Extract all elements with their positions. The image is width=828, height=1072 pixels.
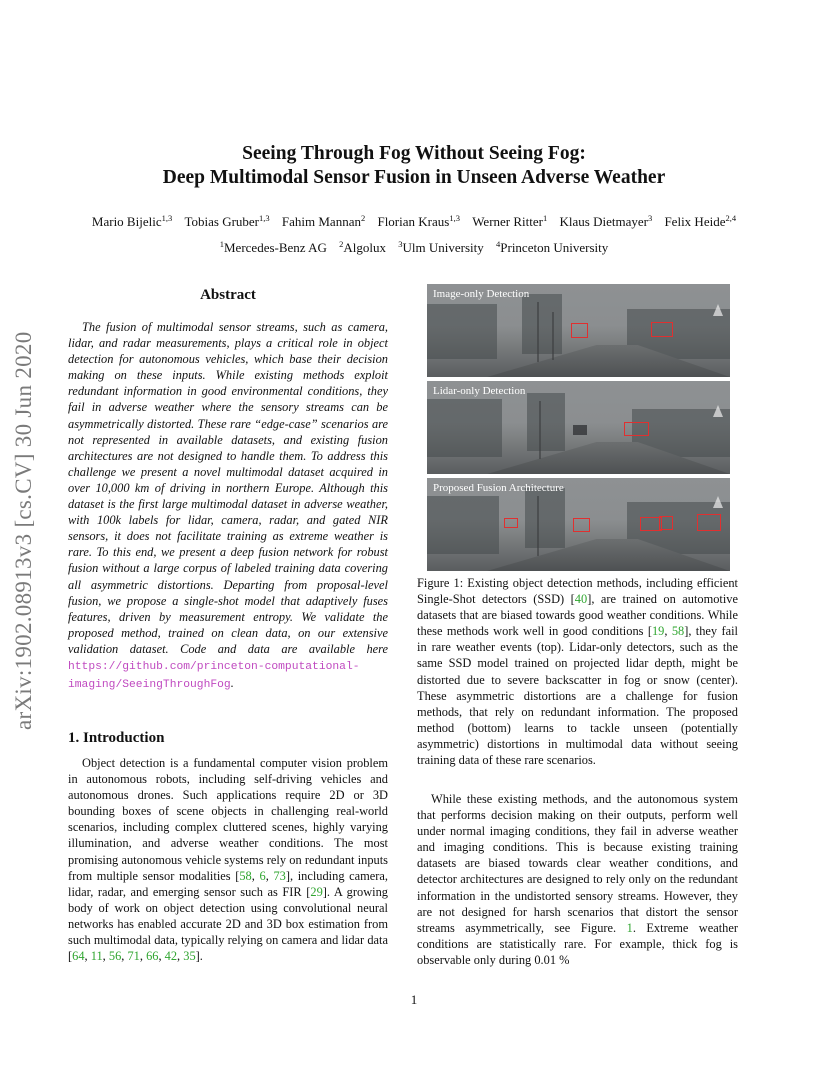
panel-label: Lidar-only Detection <box>433 385 526 397</box>
citation-link[interactable]: 56 <box>108 949 122 964</box>
detection-box <box>573 518 590 532</box>
affiliation: $^2$Algolux <box>339 239 387 255</box>
citation-link[interactable]: 11 <box>90 949 103 964</box>
detection-box <box>659 516 673 530</box>
author: Fahim Mannan$^2$ <box>281 213 366 229</box>
citation-link[interactable]: 19 <box>651 624 665 639</box>
panel-label: Proposed Fusion Architecture <box>433 482 564 494</box>
author: Werner Ritter$^1$ <box>472 213 548 229</box>
detection-box <box>697 514 721 531</box>
author-list <box>0 213 828 230</box>
paper-title-line-1: Seeing Through Fog Without Seeing Fog: <box>242 143 586 164</box>
citation-link[interactable]: 58 <box>671 624 685 639</box>
affiliation-list <box>0 239 828 256</box>
figure-reference-link[interactable]: 1 <box>626 920 633 935</box>
panel-label: Image-only Detection <box>433 288 530 300</box>
abstract-heading: Abstract <box>200 287 256 303</box>
arxiv-identifier: arXiv:1902.08913v3 [cs.CV] 30 Jun 2020 <box>11 331 36 730</box>
citation-link[interactable]: 73 <box>273 868 286 883</box>
citation-link[interactable]: 40 <box>574 592 588 607</box>
detection-box <box>651 322 673 337</box>
figure-panel-lidar-only <box>427 381 730 474</box>
author: Mario Bijelic$^{1,3}$ <box>91 213 173 229</box>
citation-link[interactable]: 58 <box>239 868 252 883</box>
introduction-body: Object detection is a fundamental computer vision problem in autonomous robots, including self-driving vehicles and autonomous drones. Such applications require 2D or 3D bounding boxes of scene objects in challenging real-world scenarios, including complex cluttered scenes, highly varying illumination, and adverse weather conditions. The most promising autonomous vehicle systems rely on redundant inputs from multiple sensor modalities [58, 6, 73], including camera, lidar, radar, and emerging sensor such as FIR [29]. A growing body of work on object detection using convolutional neural networks has enabled accurate 2D and 3D box estimation from such multimodal data, typically relying on camera and lidar data [64, 11, 56, 71, 66, 42, 35]. <box>68 756 389 964</box>
introduction-heading: 1. Introduction <box>68 730 165 746</box>
citation-link[interactable]: 6 <box>259 868 266 883</box>
citation-link[interactable]: 35 <box>183 949 196 964</box>
arxiv-stamp <box>0 290 48 730</box>
affiliation: $^1$Mercedes-Benz AG <box>219 239 327 255</box>
author: Klaus Dietmayer$^3$ <box>559 213 653 229</box>
right-column-paragraph: While these existing methods, and the autonomous system that performs decision making on their outputs, perform well under normal imaging conditions, they fail in adverse weather and imaging conditions. This is because existing training datasets are biased towards clear weather conditions, and detector architectures are designed to rely only on the redundant information in the undistorted sensory streams. However, they are not designed for harsh scenarios that distort the sensor streams asymmetrically, see Figure. 1. Extreme weather conditions are statistically rare. For example, thick fog is observable only during 0.01 % <box>417 792 738 967</box>
citation-link[interactable]: 29 <box>310 884 323 899</box>
code-url-link[interactable]: https://github.com/princeton-computational-imaging/SeeingThroughFog <box>68 660 360 692</box>
page-number: 1 <box>410 992 418 1007</box>
citation-link[interactable]: 42 <box>164 949 178 964</box>
abstract-body: The fusion of multimodal sensor streams, such as camera, lidar, and radar measurements, plays a critical role in object detection for autonomous vehicles, which base their decision making on these inputs. While existing methods exploit redundant information in good environmental conditions, they fail in adverse weather where the sensory streams can be asymmetrically distorted. These rare “edge-case” scenarios are not represented in available datasets, and existing fusion architectures are not designed to handle them. To address this challenge we present a novel multimodal dataset acquired in over 10,000 km of driving in northern Europe. Although this dataset is the first large multimodal dataset in adverse weather, with 100k labels for lidar, camera, radar, and gated NIR sensors, it does not facilitate training as extreme weather is rare. To this end, we present a deep fusion network for robust fusion without a large corpus of labeled training data covering all asymmetric distortions. Departing from proposal-level fusion, we propose a single-shot model that adaptively fuses features, driven by measurement entropy. We validate the proposed method, trained on clean data, on our extensive validation dataset. Code and data are available here https://github.com/princeton-computational-imaging/SeeingThroughFog. <box>68 320 388 692</box>
figure-1-caption: Figure 1: Existing object detection methods, including efficient Single-Shot detectors (SSD) [40], are trained on automotive datasets that are biased towards good weather conditions. While these methods work well in good conditions [19, 58], they fail in rare weather events (top). Lidar-only detectors, such as the same SSD model trained on projected lidar depth, might be distorted due to severe backscatter in fog or snow (center). These asymmetric distortions are a challenge for fusion methods, that rely on redundant information. The proposed method (bottom) learns to tackle unseen (potentially asymmetric) distortions in multimodal data without seeing training data of these rare scenarios. <box>417 576 738 768</box>
paper-title-line-2: Deep Multimodal Sensor Fusion in Unseen Adverse Weather <box>162 167 666 188</box>
citation-link[interactable]: 66 <box>146 949 159 964</box>
detection-box <box>504 518 518 528</box>
author: Tobias Gruber$^{1,3}$ <box>184 213 270 229</box>
detection-box <box>571 323 588 338</box>
detection-box <box>624 422 649 436</box>
affiliation: $^3$Ulm University <box>398 239 484 255</box>
figure-panel-fusion <box>427 478 730 571</box>
citation-link[interactable]: 71 <box>127 949 140 964</box>
citation-link[interactable]: 64 <box>72 949 85 964</box>
author: Felix Heide$^{2,4}$ <box>664 213 737 229</box>
author: Florian Kraus$^{1,3}$ <box>377 213 460 229</box>
figure-panel-image-only <box>427 284 730 377</box>
affiliation: $^4$Princeton University <box>496 239 609 255</box>
